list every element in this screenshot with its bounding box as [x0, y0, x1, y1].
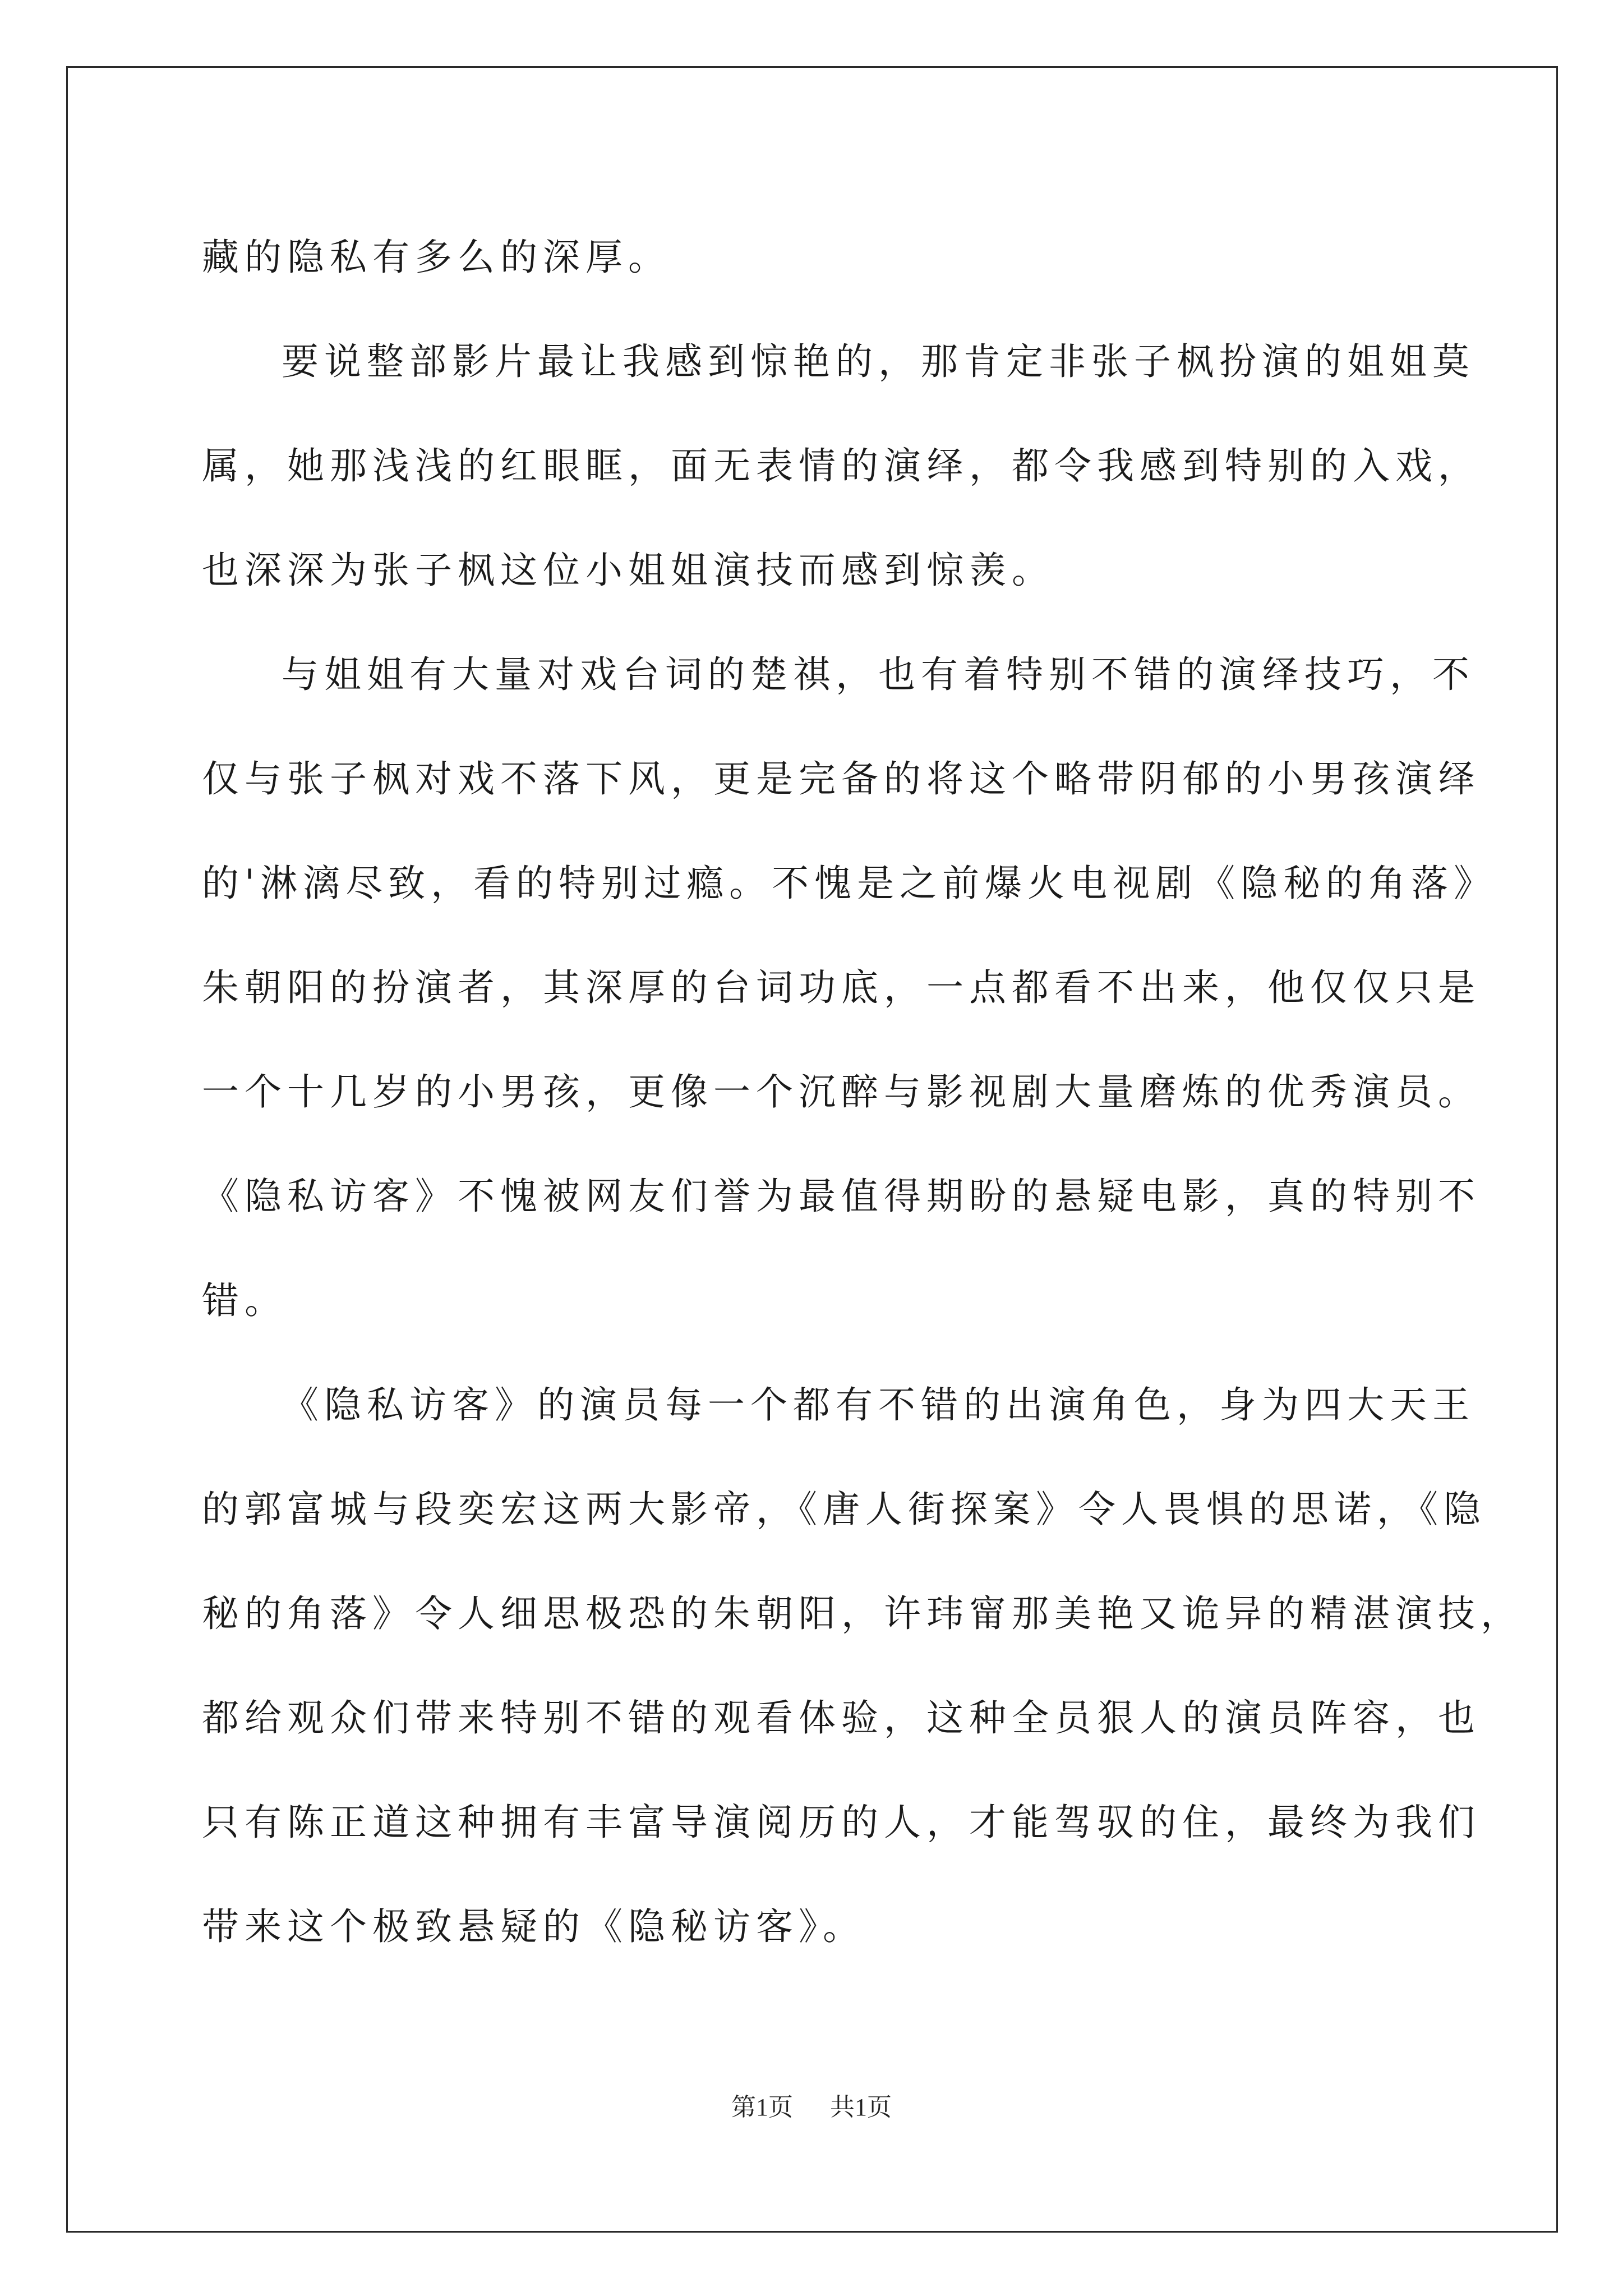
text-line: 秘的角落》令人细思极恐的朱朝阳，许玮甯那美艳又诡异的精湛演技，	[202, 1592, 1523, 1635]
text-line: 《隐私访客》的演员每一个都有不错的出演角色，身为四大天王	[282, 1383, 1475, 1427]
text-line: 一个十几岁的小男孩，更像一个沉醉与影视剧大量磨炼的优秀演员。	[202, 1070, 1481, 1114]
page-total: 共1页	[830, 2093, 892, 2121]
text-line: 也深深为张子枫这位小姐姐演技而感到惊羡。	[202, 549, 1054, 592]
page-number: 第1页	[731, 2093, 793, 2121]
text-line: 的'淋漓尽致，看的特别过瘾。不愧是之前爆火电视剧《隐秘的角落》	[202, 862, 1497, 905]
text-line: 仅与张子枫对戏不落下风，更是完备的将这个略带阴郁的小男孩演绎	[202, 757, 1481, 800]
text-line: 朱朝阳的扮演者，其深厚的台词功底，一点都看不出来，他仅仅只是	[202, 966, 1481, 1009]
text-line: 属，她那浅浅的红眼眶，面无表情的演绎，都令我感到特别的入戏，	[202, 444, 1481, 487]
text-line: 的郭富城与段奕宏这两大影帝，《唐人街探案》令人畏惧的思诺，《隐	[202, 1488, 1486, 1531]
text-line: 《隐私访客》不愧被网友们誉为最值得期盼的悬疑电影，真的特别不	[202, 1175, 1481, 1218]
text-line: 藏的隐私有多么的深厚。	[202, 236, 671, 279]
text-line: 与姐姐有大量对戏台词的楚祺，也有着特别不错的演绎技巧，不	[282, 653, 1475, 696]
text-line: 带来这个极致悬疑的《隐秘访客》。	[202, 1905, 865, 1948]
text-line: 只有陈正道这种拥有丰富导演阅历的人，才能驾驭的住，最终为我们	[202, 1801, 1481, 1844]
text-line: 错。	[202, 1279, 287, 1322]
text-line: 都给观众们带来特别不错的观看体验，这种全员狠人的演员阵容，也	[202, 1696, 1481, 1740]
document-body	[202, 205, 1523, 1979]
text-line: 要说整部影片最让我感到惊艳的，那肯定非张子枫扮演的姐姐莫	[282, 340, 1475, 383]
page-footer	[0, 2087, 1623, 2123]
